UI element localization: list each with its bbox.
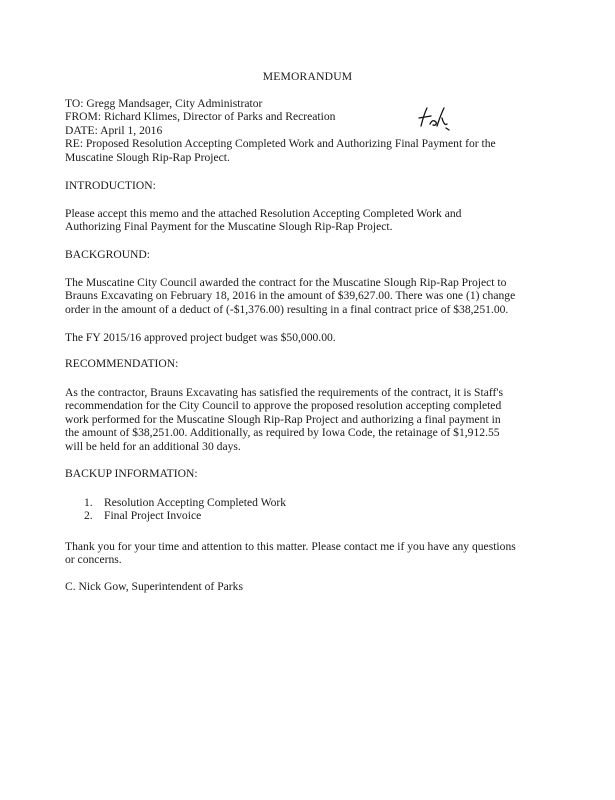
intro-line-1: Please accept this memo and the attached Resolution Accepting Completed Work and — [65, 207, 462, 220]
backup-item-2 — [84, 509, 574, 522]
introduction-heading: INTRODUCTION: — [65, 179, 156, 192]
background-paragraph-2: The FY 2015/16 approved project budget was $50,000.00. — [65, 331, 336, 344]
backup-item-2-label: Final Project Invoice — [104, 509, 202, 523]
background-heading: BACKGROUND: — [65, 248, 151, 261]
initials-signature — [415, 104, 455, 134]
closing-line-1: Thank you for your time and attention to this matter. Please contact me if you have any questions — [65, 540, 516, 553]
from-line — [65, 110, 555, 123]
recommendation-line-2: recommendation for the City Council to approve the proposed resolution accepting completed — [65, 399, 502, 413]
memo-header — [65, 97, 555, 164]
memo-title: MEMORANDUM — [262, 70, 353, 83]
introduction-paragraph — [65, 207, 555, 234]
re-line-1: RE: Proposed Resolution Accepting Completed Work and Authorizing Final Payment for the — [65, 137, 496, 151]
signoff: C. Nick Gow, Superintendent of Parks — [65, 580, 243, 593]
recommendation-line-4: the amount of $38,251.00. Additionally, as required by Iowa Code, the retainage of $1,912.55 — [65, 426, 500, 440]
from-text: FROM: Richard Klimes, Director of Parks and Recreation — [65, 110, 336, 124]
background-line-2: Brauns Excavating on February 18, 2016 in the amount of $39,627.00. There was one (1) change — [65, 289, 516, 303]
re-line-2: Muscatine Slough Rip-Rap Project. — [65, 150, 230, 164]
backup-item-1 — [84, 496, 574, 509]
background-paragraph-1 — [65, 276, 555, 316]
backup-item-1-number: 1. — [84, 496, 93, 509]
closing-line-2: or concerns. — [65, 553, 122, 567]
backup-list — [84, 496, 574, 523]
closing-paragraph — [65, 540, 555, 567]
background-line-1: The Muscatine City Council awarded the contract for the Muscatine Slough Rip-Rap Project to — [65, 276, 507, 289]
backup-heading: BACKUP INFORMATION: — [65, 467, 198, 480]
background-line-3: order in the amount of a deduct of (-$1,376.00) resulting in a final contract price of $38,251.00. — [65, 302, 509, 316]
recommendation-paragraph — [65, 386, 555, 453]
date-line: DATE: April 1, 2016 — [65, 123, 163, 137]
backup-item-1-label: Resolution Accepting Completed Work — [104, 496, 287, 509]
backup-item-2-number: 2. — [84, 509, 93, 523]
recommendation-line-1: As the contractor, Brauns Excavating has satisfied the requirements of the contract, it is Staff's — [65, 386, 503, 399]
recommendation-line-3: work performed for the Muscatine Slough Rip-Rap Project and authorizing a final payment in — [65, 412, 501, 426]
recommendation-heading: RECOMMENDATION: — [65, 357, 179, 370]
to-line: TO: Gregg Mandsager, City Administrator — [65, 97, 263, 110]
recommendation-line-5: will be held for an additional 30 days. — [65, 439, 241, 453]
intro-line-2: Authorizing Final Payment for the Muscatine Slough Rip-Rap Project. — [65, 220, 393, 234]
